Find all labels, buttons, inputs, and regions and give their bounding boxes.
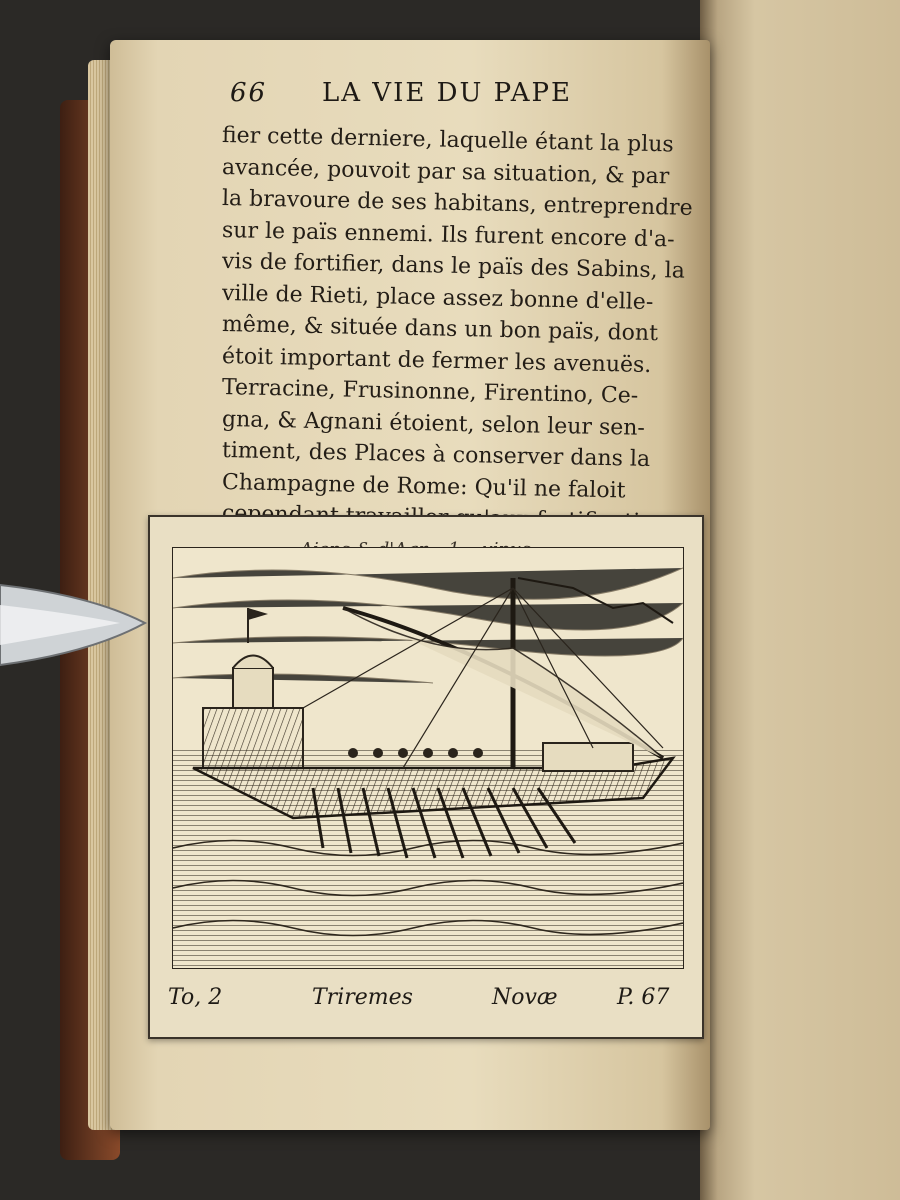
caption-page: P. 67 <box>617 985 670 1010</box>
body-text-line: vis de fortifier, dans le païs des Sabins, la <box>221 249 686 284</box>
body-text-line: Terracine, Frusinonne, Firentino, Ce- <box>221 375 639 409</box>
body-text <box>222 120 692 530</box>
galley-engraving <box>172 547 684 969</box>
plate-caption <box>162 979 690 1019</box>
galley-illustration <box>173 548 683 968</box>
caption-title: Triremes <box>312 985 413 1010</box>
body-text-line: la bravoure de ses habitans, entreprendre <box>221 186 693 221</box>
body-text-line: étoit important de fermer les avenuës. <box>221 343 652 378</box>
engraved-plate <box>148 515 704 1039</box>
caption-volume: To, 2 <box>168 985 223 1010</box>
body-text-line: fier cette derniere, laquelle étant la plus <box>221 123 674 158</box>
right-page <box>700 0 900 1200</box>
running-title: LA VIE DU PAPE <box>322 78 572 108</box>
caption-title-2: Novæ <box>492 985 558 1010</box>
body-text-line: timent, des Places à conserver dans la <box>221 438 651 472</box>
body-text-line: avancée, pouvoit par sa situation, & par <box>221 154 670 189</box>
body-text-line: même, & située dans un bon païs, dont <box>221 312 659 347</box>
body-text-line: ville de Rieti, place assez bonne d'elle- <box>221 280 654 315</box>
body-text-line: gna, & Agnani étoient, selon leur sen- <box>221 406 646 441</box>
body-text-line: sur le païs ennemi. Ils furent encore d'a- <box>221 217 675 252</box>
body-text-line: Champagne de Rome: Qu'il ne faloit <box>221 469 626 503</box>
running-head <box>230 78 690 118</box>
page-pointer <box>0 575 150 675</box>
page-number: 66 <box>230 78 268 108</box>
